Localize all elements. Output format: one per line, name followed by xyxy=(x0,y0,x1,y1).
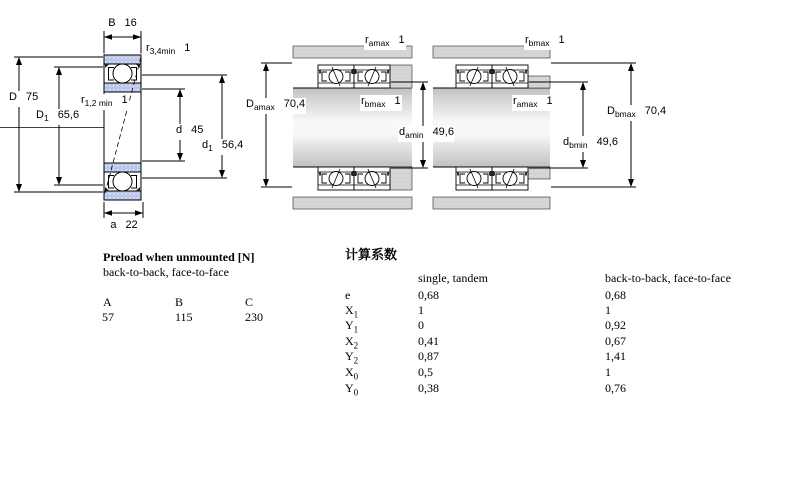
dim-label-dbmin: $d_{bmin}$ 49,6 xyxy=(563,136,618,151)
factor-Y1-single: 0 xyxy=(418,318,424,332)
factors-col2-header: back-to-back, face-to-face xyxy=(605,271,731,285)
dim-label-d1: $d_1$ 56,4 xyxy=(202,139,244,154)
factor-Y0-paired: 0,76 xyxy=(605,381,626,395)
bearing-pair-mount-b xyxy=(433,46,636,209)
factor-X1-single: 1 xyxy=(418,303,424,317)
preload-title: Preload when unmounted [N] xyxy=(103,250,255,264)
preload-col-C: C xyxy=(245,295,254,309)
factor-X1-paired: 1 xyxy=(605,303,611,317)
dim-label-damin: $d_{amin}$ 49,6 xyxy=(399,126,454,141)
factor-X2-single: 0,41 xyxy=(418,334,439,348)
dim-label-Damax: $D_{amax}$ 70,4 xyxy=(246,98,306,113)
factor-Y1-paired: 0,92 xyxy=(605,318,626,332)
factor-Y2-paired: 1,41 xyxy=(605,349,626,363)
factor-X0-paired: 1 xyxy=(605,365,611,379)
dim-label-r34min: $r_{3,4min}$ 1 xyxy=(146,42,191,57)
dim-label-a: a 22 xyxy=(110,219,138,231)
factor-row-Y2: $Y_2$ xyxy=(345,349,359,366)
preload-subtitle: back-to-back, face-to-face xyxy=(103,265,229,279)
dim-label-d: d 45 xyxy=(175,124,204,140)
factor-row-X2: $X_2$ xyxy=(345,334,359,351)
factor-Y0-single: 0,38 xyxy=(418,381,439,395)
factor-row-Y1: $Y_1$ xyxy=(345,318,359,335)
dim-label-r12min: $r_{1,2 min}$ 1 xyxy=(81,94,128,109)
dim-label-rbmax-b: $r_{bmax}$ 1 xyxy=(525,34,565,49)
factor-e-single: 0,68 xyxy=(418,288,439,302)
factor-row-X0: $X_0$ xyxy=(345,365,359,382)
factor-X2-paired: 0,67 xyxy=(605,334,626,348)
dim-label-ramax-a: $r_{amax}$ 1 xyxy=(365,34,405,49)
factor-row-X1: $X_1$ xyxy=(345,303,359,320)
factors-col1-header: single, tandem xyxy=(418,271,488,285)
factors-title: 计算系数 xyxy=(345,247,398,262)
preload-col-B: B xyxy=(175,295,184,309)
dim-label-ramax-b: $r_{amax}$ 1 xyxy=(513,95,553,110)
dim-label-Dbmax: $D_{bmax}$ 70,4 xyxy=(607,105,667,120)
preload-value-C: 230 xyxy=(245,310,263,324)
factor-row-e: e xyxy=(345,288,351,302)
single-bearing-section xyxy=(0,55,141,200)
factor-Y2-single: 0,87 xyxy=(418,349,439,363)
factor-row-Y0: $Y_0$ xyxy=(345,381,359,398)
dim-label-rbmax-a: $r_{bmax}$ 1 xyxy=(361,95,401,110)
factor-e-paired: 0,68 xyxy=(605,288,626,302)
dim-label-B: B 16 xyxy=(108,17,137,29)
dim-label-D1: $D_1$ 65,6 xyxy=(36,109,80,124)
dim-label-D: D 75 xyxy=(8,91,39,107)
factor-X0-single: 0,5 xyxy=(418,365,433,379)
preload-value-B: 115 xyxy=(175,310,193,324)
preload-col-A: A xyxy=(103,295,112,309)
preload-value-A: 57 xyxy=(102,310,114,324)
